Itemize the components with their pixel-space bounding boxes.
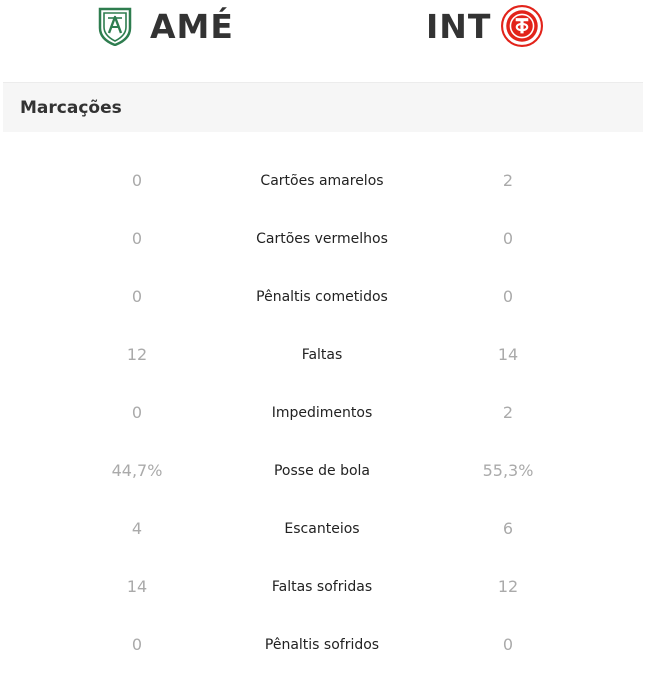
home-stat-value: 0 bbox=[131, 635, 143, 654]
home-stat-value: 0 bbox=[131, 171, 143, 190]
section-title: Marcações bbox=[20, 98, 122, 118]
home-stat-value: 44,7% bbox=[111, 461, 163, 480]
stat-label: Faltas bbox=[301, 347, 343, 363]
away-stat-value: 55,3% bbox=[482, 461, 534, 480]
home-stat-value: 0 bbox=[131, 403, 143, 422]
stat-label: Cartões vermelhos bbox=[256, 231, 388, 247]
away-stat-value: 2 bbox=[502, 403, 514, 422]
america-mg-crest-icon bbox=[96, 6, 134, 46]
stat-label: Faltas sofridas bbox=[271, 579, 373, 595]
away-stat-value: 0 bbox=[502, 635, 514, 654]
home-stat-value: 4 bbox=[131, 519, 143, 538]
home-stat-value: 14 bbox=[126, 577, 148, 596]
stat-row bbox=[0, 152, 645, 210]
stat-row bbox=[0, 210, 645, 268]
stats-table bbox=[0, 152, 645, 674]
stat-row bbox=[0, 500, 645, 558]
stat-row bbox=[0, 616, 645, 674]
stat-label: Cartões amarelos bbox=[260, 173, 384, 189]
away-stat-value: 0 bbox=[502, 287, 514, 306]
stat-label: Pênaltis cometidos bbox=[256, 289, 388, 305]
home-stat-value: 12 bbox=[126, 345, 148, 364]
stat-label: Posse de bola bbox=[273, 463, 371, 479]
home-stat-value: 0 bbox=[131, 287, 143, 306]
away-stat-value: 2 bbox=[502, 171, 514, 190]
section-header bbox=[3, 82, 643, 132]
away-stat-value: 12 bbox=[497, 577, 519, 596]
stat-label: Escanteios bbox=[284, 521, 360, 537]
stat-row bbox=[0, 268, 645, 326]
stat-row bbox=[0, 384, 645, 442]
away-team[interactable] bbox=[426, 4, 543, 48]
away-team-abbr: INT bbox=[426, 6, 492, 46]
home-stat-value: 0 bbox=[131, 229, 143, 248]
away-stat-value: 14 bbox=[497, 345, 519, 364]
away-stat-value: 6 bbox=[502, 519, 514, 538]
home-team-abbr: AMÉ bbox=[150, 6, 234, 46]
stat-label: Pênaltis sofridos bbox=[264, 637, 380, 653]
internacional-crest-icon bbox=[501, 5, 543, 47]
match-header bbox=[0, 0, 645, 60]
stat-row bbox=[0, 558, 645, 616]
away-stat-value: 0 bbox=[502, 229, 514, 248]
stat-row bbox=[0, 326, 645, 384]
stat-row bbox=[0, 442, 645, 500]
home-team[interactable] bbox=[96, 4, 234, 48]
stat-label: Impedimentos bbox=[271, 405, 373, 421]
